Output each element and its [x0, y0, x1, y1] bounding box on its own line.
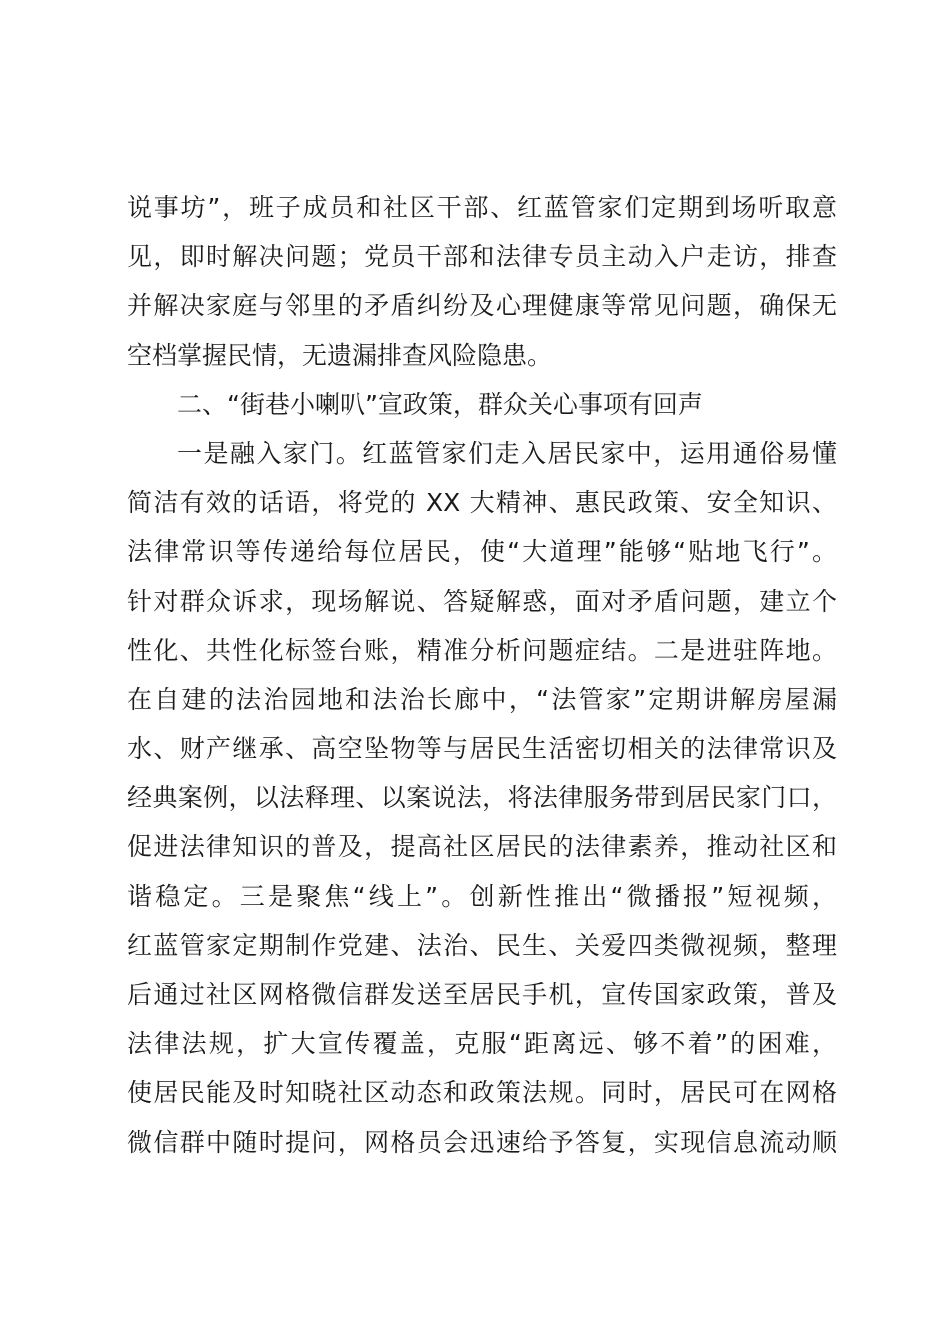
text-line: 说事坊”，班子成员和社区干部、红蓝管家们定期到场听取意: [127, 193, 837, 222]
text-line: 空档掌握民情，无遗漏排查风险隐患。: [127, 340, 553, 370]
text-line: 在自建的法治园地和法治长廊中，“法管家”定期讲解房屋漏: [127, 684, 837, 714]
text-line: 针对群众诉求，现场解说、答疑解惑，面对矛盾问题，建立个: [127, 586, 837, 616]
text-line: 促进法律知识的普及，提高社区居民的法律素养，推动社区和: [127, 832, 837, 862]
text-line: 经典案例，以法释理、以案说法，将法律服务带到居民家门口，: [127, 783, 837, 813]
paragraph-first-line: 一是融入家门。红蓝管家们走入居民家中，运用通俗易懂: [177, 438, 837, 468]
text-line: 微信群中随时提问，网格员会迅速给予答复，实现信息流动顺: [127, 1127, 837, 1157]
text-line: 使居民能及时知晓社区动态和政策法规。同时，居民可在网格: [127, 1078, 837, 1108]
document-body: [127, 183, 837, 1167]
section-heading: 二、“街巷小喇叭”宣政策，群众关心事项有回声: [177, 389, 703, 419]
text-line: 水、财产继承、高空坠物等与居民生活密切相关的法律常识及: [127, 734, 837, 764]
text-line: 红蓝管家定期制作党建、法治、民生、关爱四类微视频，整理: [127, 930, 837, 960]
text-line: 法律常识等传递给每位居民，使“大道理”能够“贴地飞行”。: [127, 537, 837, 567]
text-line: 后通过社区网格微信群发送至居民手机，宣传国家政策，普及: [127, 980, 837, 1009]
text-line: 简洁有效的话语，将党的 XX 大精神、惠民政策、安全知识、: [127, 488, 837, 518]
text-line: 见，即时解决问题；党员干部和法律专员主动入户走访，排查: [127, 242, 837, 272]
text-line: 并解决家庭与邻里的矛盾纠纷及心理健康等常见问题，确保无: [127, 291, 837, 321]
text-line: 性化、共性化标签台账，精准分析问题症结。二是进驻阵地。: [127, 635, 837, 665]
text-line: 谐稳定。三是聚焦“线上”。创新性推出“微播报”短视频，: [127, 881, 837, 911]
text-line: 法律法规，扩大宣传覆盖，克服“距离远、够不着”的困难，: [127, 1029, 837, 1059]
